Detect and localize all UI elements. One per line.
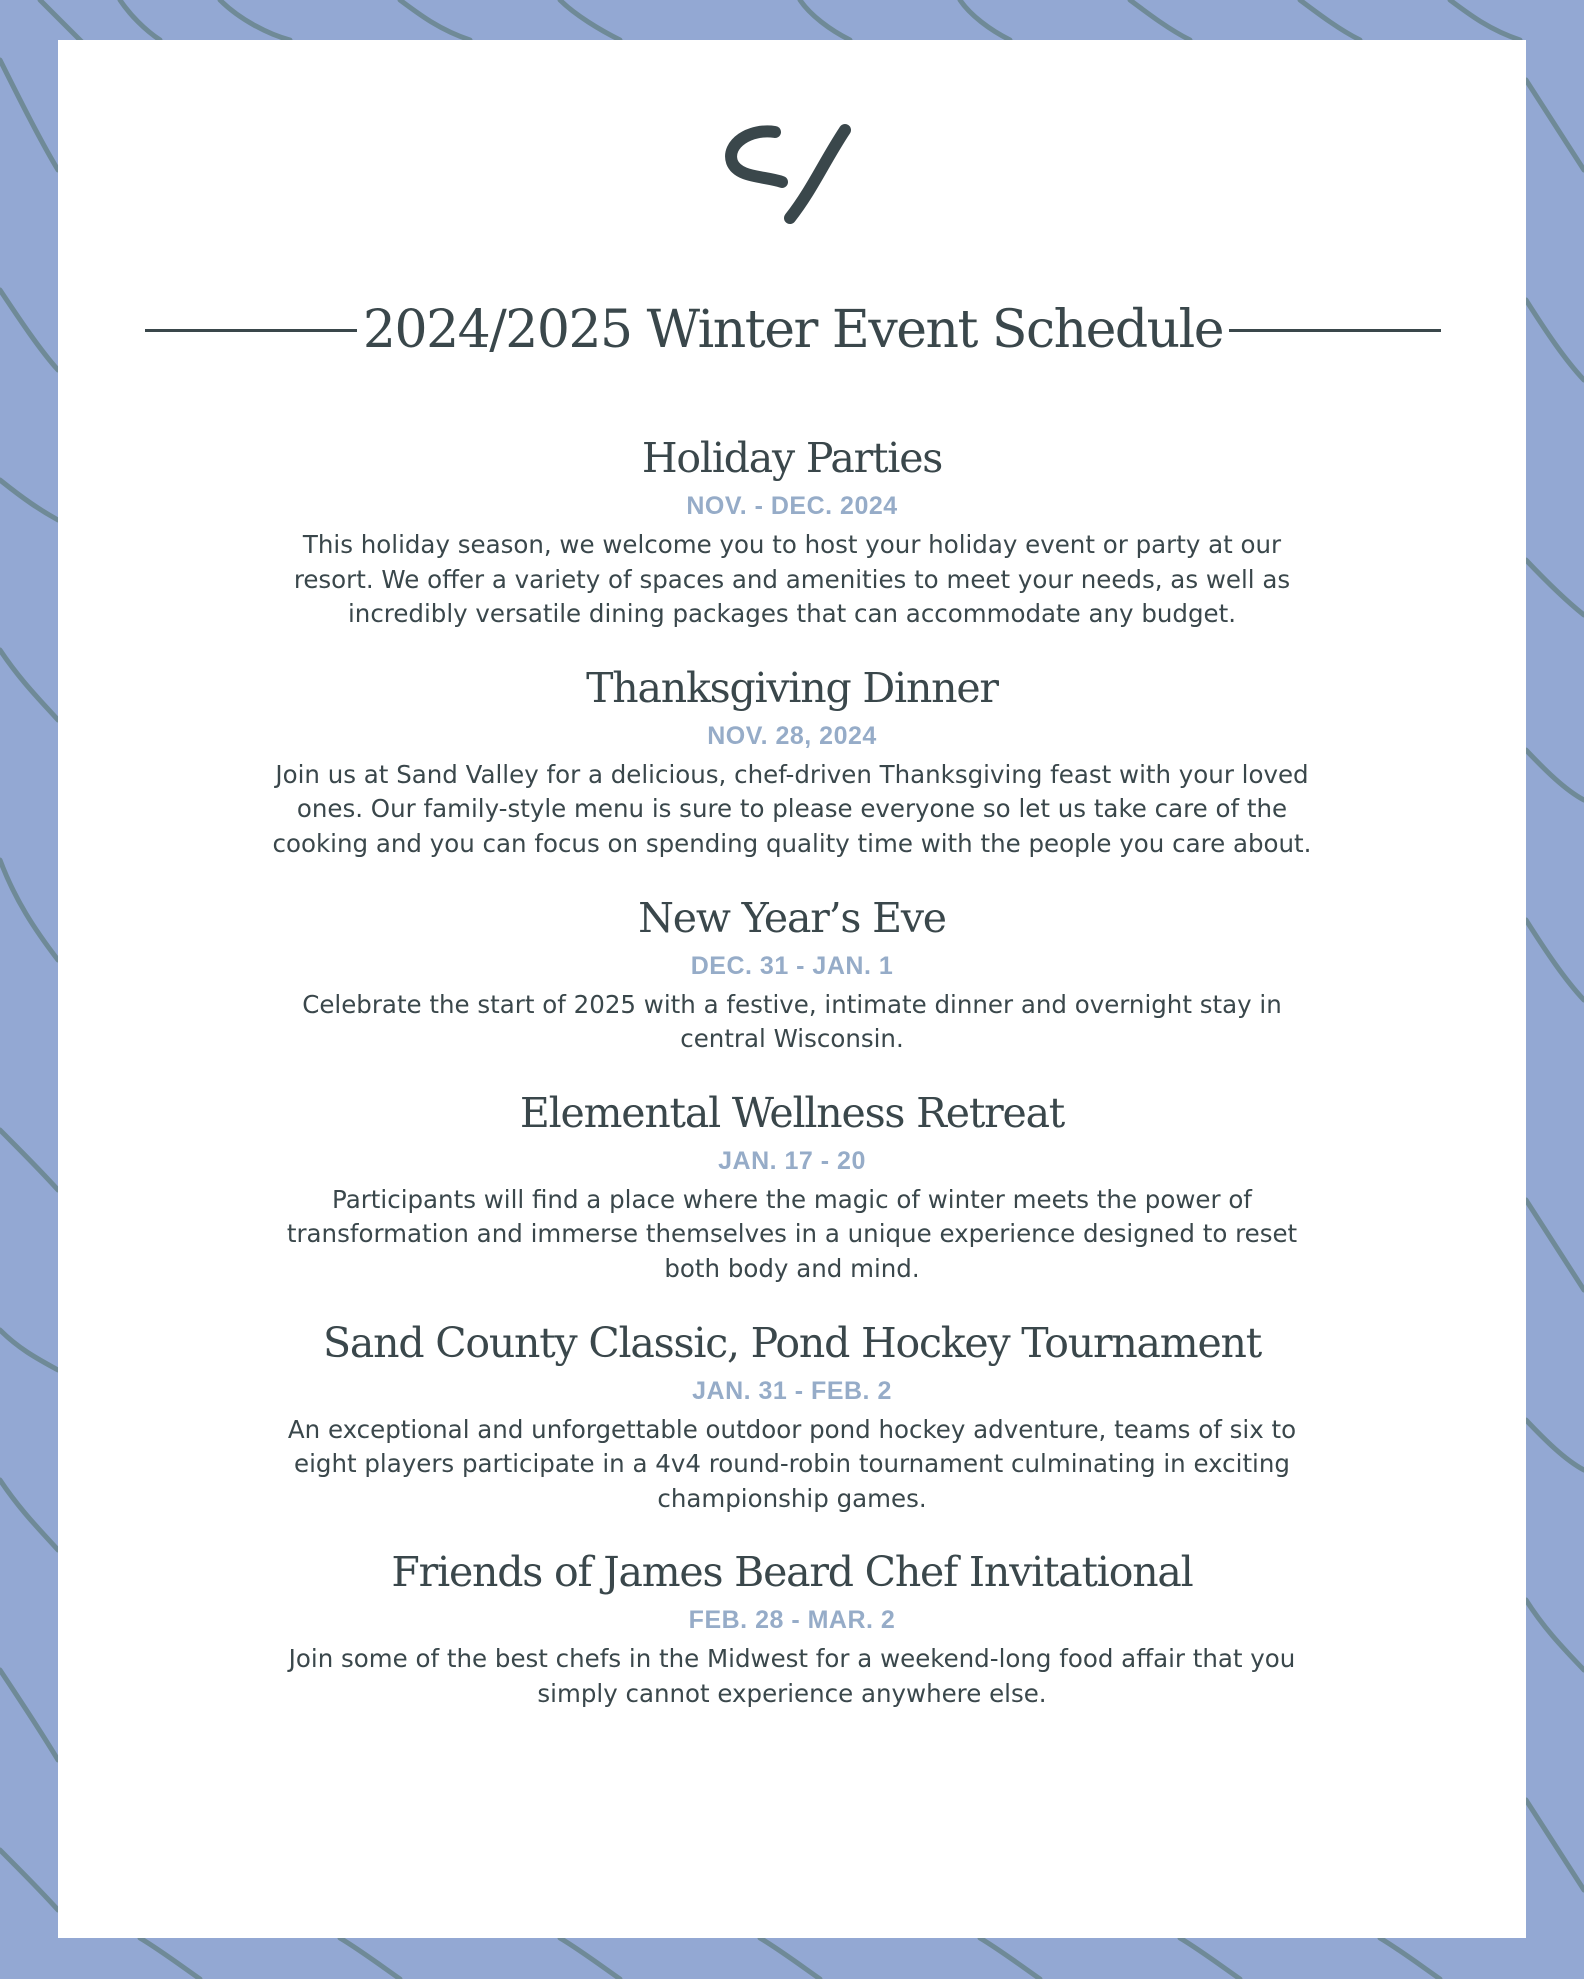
- title-rule-left: [145, 329, 357, 332]
- page-title: 2024/2025 Winter Event Schedule: [362, 300, 1224, 360]
- event-title: New Year’s Eve: [638, 893, 946, 942]
- event-item: [220, 660, 1364, 862]
- event-title: Friends of James Beard Chef Invitational: [391, 1548, 1193, 1597]
- event-date: NOV. - DEC. 2024: [686, 492, 898, 520]
- event-title: Elemental Wellness Retreat: [519, 1088, 1065, 1137]
- event-title: Sand County Classic, Pond Hockey Tournament: [322, 1318, 1262, 1367]
- sand-valley-logo-icon: [720, 120, 860, 230]
- event-item: [220, 430, 1364, 632]
- event-date: JAN. 31 - FEB. 2: [692, 1376, 892, 1405]
- event-description: Join some of the best chefs in the Midwest for a weekend-long food affair that you simply cannot experience anywhere else.: [288, 1644, 1296, 1708]
- event-date: NOV. 28, 2024: [707, 721, 877, 750]
- title-row: [145, 288, 1441, 372]
- event-item: [220, 1544, 1364, 1711]
- event-description: Participants will find a place where the magic of winter meets the power of transformation and immerse themselves in a unique experience designed to reset both body and mind.: [286, 1184, 1298, 1283]
- event-description: Join us at Sand Valley for a delicious, chef-driven Thanksgiving feast with your loved ones. Our family-style menu is sure to please everyone so let us take care of the cooking and you can focus on spending quality time with the people you care about.: [272, 759, 1312, 858]
- event-date: DEC. 31 - JAN. 1: [690, 951, 894, 980]
- event-list: [220, 430, 1364, 1740]
- event-description: Celebrate the start of 2025 with a festive, intimate dinner and overnight stay in central Wisconsin.: [302, 989, 1282, 1054]
- event-item: [220, 1085, 1364, 1287]
- event-description: This holiday season, we welcome you to host your holiday event or party at our resort. We offer a variety of spaces and amenities to meet your needs, as well as incredibly versatile dining packages that can accommodate any budget.: [293, 530, 1291, 629]
- event-item: [220, 890, 1364, 1057]
- title-rule-right: [1229, 329, 1441, 332]
- event-title: Thanksgiving Dinner: [586, 663, 998, 712]
- event-date: FEB. 28 - MAR. 2: [688, 1606, 896, 1635]
- event-item: [220, 1315, 1364, 1517]
- event-description: An exceptional and unforgettable outdoor pond hockey adventure, teams of six to eight players participate in a 4v4 round-robin tournament culminating in exciting championship games.: [287, 1414, 1297, 1513]
- event-title: Holiday Parties: [641, 434, 943, 482]
- event-date: JAN. 17 - 20: [718, 1146, 866, 1175]
